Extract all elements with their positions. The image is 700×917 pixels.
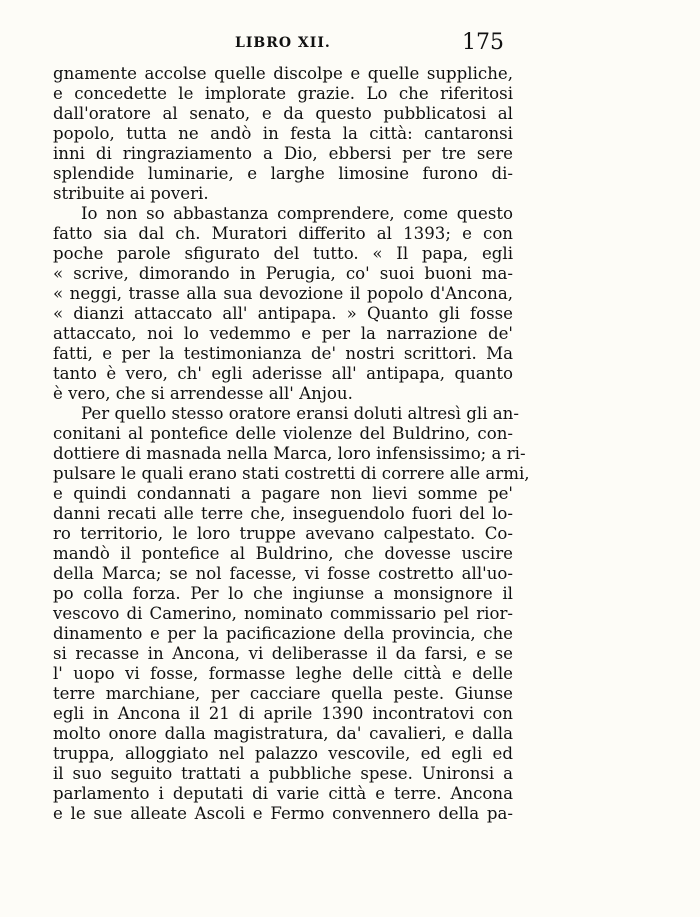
text-line: stribuite ai poveri.: [53, 184, 209, 203]
text-line: mandò il pontefice al Buldrino, che dovesse uscire: [53, 544, 513, 563]
text-line: dinamento e per la pacificazione della provincia, che: [53, 624, 513, 643]
paragraph-1: [53, 64, 513, 204]
text-line: parlamento i deputati di varie città e terre. Ancona: [53, 784, 513, 803]
text-line: « neggi, trasse alla sua devozione il popolo d'Ancona,: [53, 284, 513, 303]
text-line: gnamente accolse quelle discolpe e quelle suppliche,: [53, 64, 513, 83]
text-line: « scrive, dimorando in Perugia, co' suoi buoni ma-: [53, 264, 513, 283]
paragraph-2: [53, 204, 513, 404]
text-line: e concedette le implorate grazie. Lo che riferitosi: [53, 84, 513, 103]
text-line: truppa, alloggiato nel palazzo vescovile, ed egli ed: [53, 744, 513, 763]
text-line: egli in Ancona il 21 di aprile 1390 incontratovi con: [53, 704, 513, 723]
text-line: danni recati alle terre che, inseguendolo fuori del lo-: [53, 504, 513, 523]
text-line: dottiere di masnada nella Marca, loro infensissimo; a ri-: [53, 444, 526, 463]
body-text: [53, 64, 530, 824]
text-line: splendide luminarie, e larghe limosine furono di-: [53, 164, 513, 183]
paragraph-3: [53, 404, 530, 824]
page-number: 175: [462, 30, 504, 55]
text-line: inni di ringraziamento a Dio, ebbersi per tre sere: [53, 144, 513, 163]
text-line: ro territorio, le loro truppe avevano calpestato. Co-: [53, 524, 513, 543]
text-line: conitani al pontefice delle violenze del Buldrino, con-: [53, 424, 513, 443]
text-line: è vero, che si arrendesse all' Anjou.: [53, 384, 353, 403]
text-line: tanto è vero, ch' egli aderisse all' antipapa, quanto: [53, 364, 513, 383]
text-line: terre marchiane, per cacciare quella peste. Giunse: [53, 684, 513, 703]
text-line: popolo, tutta ne andò in festa la città: cantaronsi: [53, 124, 513, 143]
text-line: pulsare le quali erano stati costretti di correre alle armi,: [53, 464, 530, 483]
text-line: molto onore dalla magistratura, da' cavalieri, e dalla: [53, 724, 513, 743]
text-line: il suo seguito trattati a pubbliche spese. Unironsi a: [53, 764, 513, 783]
text-line: si recasse in Ancona, vi deliberasse il da farsi, e se: [53, 644, 513, 663]
text-line: Per quello stesso oratore eransi doluti altresì gli an-: [81, 404, 519, 423]
text-line: vescovo di Camerino, nominato commissario pel rior-: [53, 604, 513, 623]
text-line: Io non so abbastanza comprendere, come questo: [81, 204, 513, 223]
text-line: fatto sia dal ch. Muratori differito al 1393; e con: [53, 224, 513, 243]
page-header: [0, 30, 700, 61]
text-line: della Marca; se nol facesse, vi fosse costretto all'uo-: [53, 564, 513, 583]
text-line: po colla forza. Per lo che ingiunse a monsignore il: [53, 584, 513, 603]
text-line: « dianzi attaccato all' antipapa. » Quanto gli fosse: [53, 304, 513, 323]
text-line: e le sue alleate Ascoli e Fermo convennero della pa-: [53, 804, 513, 823]
text-line: poche parole sfigurato del tutto. « Il papa, egli: [53, 244, 513, 263]
running-head: LIBRO XII.: [235, 35, 331, 51]
text-line: l' uopo vi fosse, formasse leghe delle città e delle: [53, 664, 513, 683]
text-line: e quindi condannati a pagare non lievi somme pe': [53, 484, 513, 503]
text-line: dall'oratore al senato, e da questo pubblicatosi al: [53, 104, 513, 123]
text-line: fatti, e per la testimonianza de' nostri scrittori. Ma: [53, 344, 513, 363]
text-line: attaccato, noi lo vedemmo e per la narrazione de': [53, 324, 513, 343]
